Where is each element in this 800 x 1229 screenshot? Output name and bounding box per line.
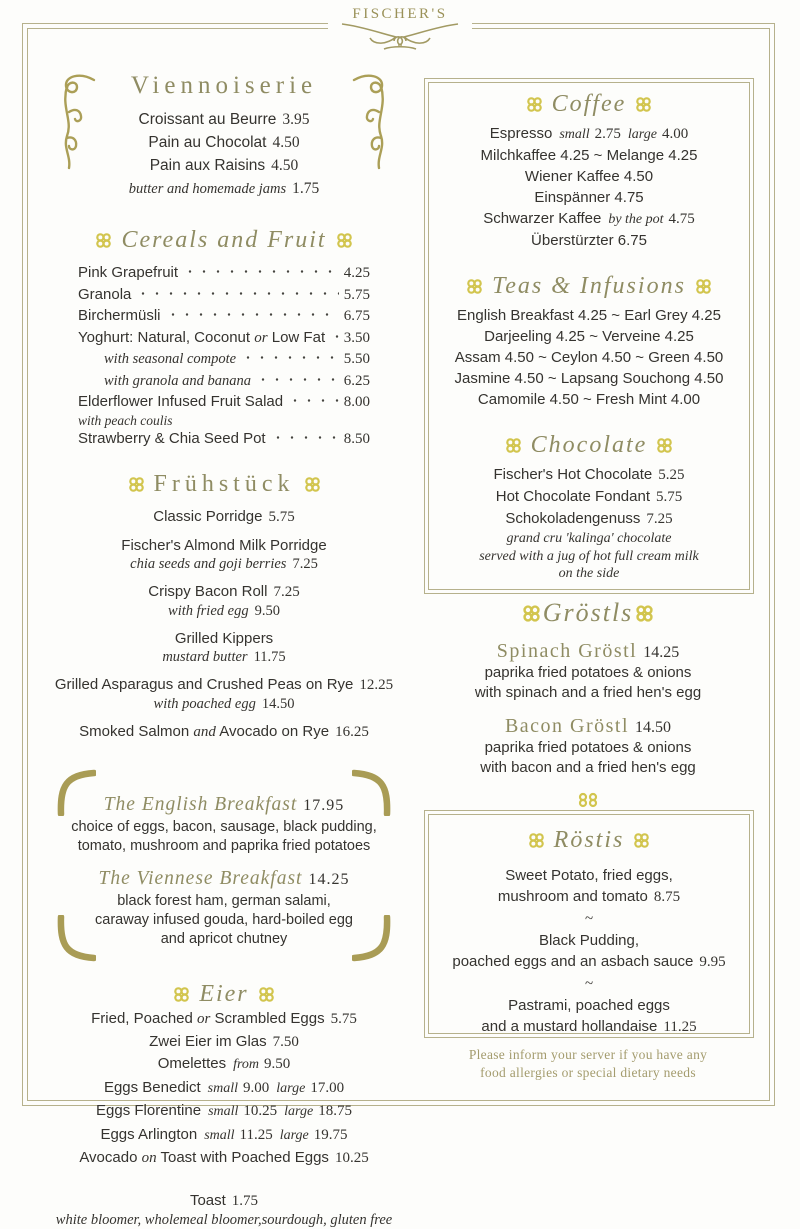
item-description: mustard butter <box>162 649 248 665</box>
logo-swash-icon <box>340 23 460 51</box>
section-title: Coffee <box>551 91 627 117</box>
item-name: Elderflower Infused Fruit Salad <box>78 393 284 410</box>
item-price: 2.75 <box>594 126 621 142</box>
item-price: 8.50 <box>343 430 370 447</box>
menu-item <box>40 507 408 527</box>
item-name: Spinach Gröstl <box>496 640 638 662</box>
item-description: with fried egg <box>168 603 249 619</box>
rostis-box <box>424 810 754 1038</box>
conjunction: or <box>254 329 268 346</box>
menu-item <box>40 629 408 666</box>
item-price: 19.75 <box>313 1126 348 1143</box>
item-name: Birchermüsli <box>78 307 161 324</box>
size-label: small <box>208 1104 239 1119</box>
item-price: 5.25 <box>658 467 685 483</box>
section-rostis <box>425 811 753 1037</box>
item-price: 9.50 <box>254 603 280 619</box>
item-description: and apricot chutney <box>160 931 288 947</box>
item-price: 10.25 <box>334 1150 369 1166</box>
section-title-row <box>425 432 753 459</box>
item-description: paprika fried potatoes & onions <box>484 664 692 681</box>
dot-leader <box>288 391 339 406</box>
item-name-line: Pastrami, poached eggs <box>508 997 670 1014</box>
item-description: paprika fried potatoes & onions <box>484 739 692 756</box>
item-name: with seasonal compote <box>104 351 237 367</box>
item-name: Fischer's Hot Chocolate <box>493 466 653 483</box>
drinks-box <box>424 78 754 594</box>
fleur-icon <box>656 437 673 454</box>
item-name: Omelettes <box>157 1055 227 1072</box>
item-name: Zwei Eier im Glas <box>149 1032 267 1050</box>
menu-item-row: Camomile 4.50 ~ Fresh Mint 4.00 <box>477 391 701 408</box>
item-description: with bacon and a fried hen's egg <box>480 759 696 776</box>
item-price: 5.75 <box>343 286 370 303</box>
menu-item-row <box>425 208 753 230</box>
item-price: 9.50 <box>264 1056 291 1072</box>
item-price: 11.25 <box>663 1018 697 1035</box>
section-cereals-and-fruit <box>40 227 408 449</box>
item-name: Grilled Kippers <box>174 630 274 647</box>
menu-item-row <box>78 348 370 370</box>
menu-item-row: English Breakfast 4.25 ~ Earl Grey 4.25 <box>457 307 721 324</box>
dot-leader <box>136 284 338 299</box>
item-price: 8.75 <box>653 888 681 905</box>
restaurant-logo <box>328 4 472 56</box>
item-description: caraway infused gouda, hard-boiled egg <box>95 912 353 928</box>
menu-item-row: Assam 4.50 ~ Ceylon 4.50 ~ Green 4.50 <box>454 349 724 366</box>
menu-item <box>425 931 753 972</box>
item-price: 6.75 <box>343 308 370 324</box>
menu-item-row <box>78 370 370 392</box>
menu-item-row: Fried, Poached or Scrambled Eggs 5.75 <box>91 1010 357 1027</box>
item-name: butter and homemade jams <box>128 181 287 197</box>
item-price: 5.50 <box>343 351 370 367</box>
item-description: white bloomer, wholemeal bloomer,sourdough, gluten free <box>55 1211 393 1228</box>
item-name: Smoked Salmon and Avocado on Rye <box>79 723 330 740</box>
item-price: 17.00 <box>310 1079 345 1096</box>
item-price: 7.25 <box>292 556 318 572</box>
section-title: Eier <box>199 981 249 1007</box>
corner-flourish-icon <box>52 70 98 172</box>
item-name: Crispy Bacon Roll <box>148 583 268 600</box>
menu-item-row <box>425 486 753 508</box>
size-label: from <box>233 1057 260 1072</box>
item-name: Schokoladengenuss <box>505 510 641 527</box>
item-name: Espresso <box>489 125 553 142</box>
conjunction: or <box>197 1011 211 1027</box>
menu-item-row <box>40 1031 408 1054</box>
size-label: small <box>207 1080 239 1096</box>
section-title-row <box>425 273 753 300</box>
section-eier <box>40 981 408 1170</box>
section-viennoiserie <box>40 64 408 201</box>
item-price: 3.95 <box>282 111 310 128</box>
item-name-line: and a mustard hollandaise 11.25 <box>481 1017 697 1035</box>
menu-item <box>40 675 408 713</box>
item-name: Classic Porridge <box>153 508 263 525</box>
section-set-breakfasts <box>40 766 408 965</box>
fleur-icon <box>304 476 321 493</box>
item-description: choice of eggs, bacon, sausage, black pudding, <box>71 819 377 835</box>
fleur-icon <box>528 832 545 849</box>
item-price: 8.00 <box>343 394 370 410</box>
item-name: The Viennese Breakfast <box>98 868 303 889</box>
dot-leader <box>183 262 339 277</box>
menu-item <box>424 640 752 703</box>
item-name: Hot Chocolate Fondant <box>495 488 650 505</box>
section-title: Gröstls <box>542 598 634 627</box>
item-title-row <box>54 792 394 818</box>
allergy-notice <box>424 1046 752 1082</box>
item-price: 1.75 <box>292 180 320 197</box>
item-price: 5.75 <box>330 1011 357 1027</box>
menu-item-row: Wiener Kaffee 4.50 <box>524 168 654 185</box>
item-name-line: poached eggs and an asbach sauce 9.95 <box>452 952 726 970</box>
fleur-icon <box>95 232 112 249</box>
fleur-icon <box>258 986 275 1003</box>
item-name: Eggs Benedict <box>103 1078 201 1096</box>
item-price: 5.75 <box>656 489 683 505</box>
item-price: 9.00 <box>243 1079 270 1096</box>
item-price: 14.25 <box>643 644 680 661</box>
fleur-icon <box>633 832 650 849</box>
menu-item-row <box>78 284 370 306</box>
menu-item-row <box>40 1124 408 1148</box>
item-price: 14.25 <box>308 871 350 888</box>
menu-item <box>424 715 752 778</box>
fleur-icon <box>522 604 541 623</box>
item-price: 5.75 <box>268 509 295 525</box>
menu-item-row: Überstürzter 6.75 <box>531 232 647 249</box>
section-fruhstuck <box>40 471 408 742</box>
item-title-row <box>424 715 752 738</box>
menu-item <box>425 866 753 907</box>
fleur-icon <box>336 232 353 249</box>
size-label: large <box>276 1080 306 1096</box>
item-price: 11.25 <box>239 1126 273 1143</box>
section-title: Frühstück <box>153 471 295 497</box>
dot-leader <box>330 327 339 342</box>
item-name: The English Breakfast <box>103 794 298 815</box>
item-name: Pain au Chocolat <box>148 134 267 151</box>
item-name: Fischer's Almond Milk Porridge <box>121 537 327 554</box>
item-price: 12.25 <box>359 677 394 693</box>
menu-item-row: Einspänner 4.75 <box>534 189 644 206</box>
section-title-row <box>425 827 753 854</box>
size-label: large <box>279 1127 309 1143</box>
item-price: 17.95 <box>303 797 345 814</box>
section-title: Teas & Infusions <box>492 273 686 299</box>
conjunction: on <box>141 1150 157 1166</box>
drinks-box-content <box>425 79 753 583</box>
dot-leader <box>166 305 339 320</box>
item-price: 4.75 <box>668 211 695 227</box>
menu-item-row: Avocado on Toast with Poached Eggs 10.25 <box>79 1149 369 1166</box>
item-price: 14.50 <box>261 696 295 712</box>
item-description: with poached egg <box>153 696 256 712</box>
corner-bracket-icon <box>56 768 96 816</box>
fleur-icon <box>526 96 543 113</box>
item-description: with spinach and a fried hen's egg <box>474 684 702 701</box>
item-name-line: mushroom and tomato 8.75 <box>497 887 681 905</box>
item-description: grand cru 'kalinga' chocolate <box>506 531 672 546</box>
section-title: Chocolate <box>530 432 648 458</box>
menu-item-row <box>425 464 753 486</box>
section-coffee <box>425 91 753 251</box>
menu-item-row: Milchkaffee 4.25 ~ Melange 4.25 <box>480 147 698 164</box>
section-grostls <box>424 598 752 813</box>
menu-item <box>425 996 753 1037</box>
menu-item-row <box>78 428 370 450</box>
size-label: large <box>284 1104 314 1119</box>
item-price: 16.25 <box>335 724 369 740</box>
section-title-row <box>86 227 361 253</box>
menu-item-row <box>78 305 370 327</box>
item-name: Yoghurt: Natural, Coconut or Low Fat <box>78 328 326 346</box>
menu-item <box>40 536 408 573</box>
dot-leader <box>256 370 339 385</box>
dot-leader <box>271 428 339 443</box>
fleur-icon <box>466 278 483 295</box>
item-name: Eggs Arlington <box>100 1125 198 1143</box>
item-price: 6.25 <box>343 372 370 389</box>
fleur-icon <box>635 96 652 113</box>
menu-item-row <box>425 508 753 530</box>
item-description: with peach coulis <box>78 412 173 428</box>
menu-item-row <box>40 177 408 201</box>
item-price: 4.25 <box>343 265 370 281</box>
menu-item-row <box>425 123 753 145</box>
item-name: Croissant au Beurre <box>138 111 277 128</box>
section-teas <box>425 273 753 410</box>
item-price: 14.50 <box>635 719 672 736</box>
item-description: served with a jug of hot full cream milk <box>479 548 699 564</box>
section-title-row <box>119 471 330 497</box>
fleur-icon <box>505 437 522 454</box>
menu-item-row <box>40 1053 408 1077</box>
size-label: small <box>559 127 590 142</box>
section-title-row <box>425 91 753 118</box>
item-name-line: Sweet Potato, fried eggs, <box>505 867 673 884</box>
item-price: 4.00 <box>661 126 689 142</box>
item-price: 3.50 <box>343 329 370 346</box>
menu-item-row: Jasmine 4.50 ~ Lapsang Souchong 4.50 <box>454 370 724 387</box>
item-price: 7.25 <box>273 584 300 600</box>
section-title: Viennoiserie <box>130 72 318 99</box>
item-name: with granola and banana <box>104 372 252 389</box>
item-title-row <box>54 866 394 892</box>
item-name: Bacon Gröstl <box>504 715 630 737</box>
item-name: Granola <box>78 285 132 303</box>
menu-item-row <box>40 1077 408 1101</box>
item-price: 18.75 <box>318 1103 352 1119</box>
allergy-notice-line: Please inform your server if you have any <box>468 1047 708 1062</box>
menu-item-row <box>40 1190 408 1212</box>
item-price: 4.50 <box>271 157 299 174</box>
left-column <box>40 64 408 1229</box>
item-price: 4.50 <box>272 134 300 151</box>
item-name: Strawberry & Chia Seed Pot <box>78 429 266 447</box>
tilde-separator: ~ <box>584 911 594 927</box>
section-title-row <box>520 598 657 627</box>
allergy-notice-line: food allergies or special dietary needs <box>480 1065 696 1080</box>
item-description: tomato, mushroom and paprika fried potatoes <box>77 838 371 854</box>
section-toast <box>40 1190 408 1229</box>
conjunction: and <box>193 724 216 740</box>
logo-wordmark: FISCHER'S <box>352 6 448 22</box>
corner-bracket-icon <box>352 915 392 963</box>
fleur-icon <box>128 476 145 493</box>
item-price: 9.95 <box>699 953 726 970</box>
item-name: Toast <box>189 1191 226 1209</box>
dot-leader <box>241 348 339 363</box>
menu-item-row <box>78 391 370 413</box>
item-name: Eggs Florentine <box>96 1102 202 1119</box>
item-name: Pink Grapefruit <box>78 264 179 281</box>
item-name: Pain aux Raisins <box>149 157 266 174</box>
section-title-row <box>164 981 283 1007</box>
item-price: 7.50 <box>272 1033 299 1050</box>
section-title: Cereals and Fruit <box>121 227 327 253</box>
fleur-icon <box>173 986 190 1003</box>
section-title: Röstis <box>553 827 625 853</box>
corner-bracket-icon <box>352 768 392 816</box>
fleur-icon <box>635 604 654 623</box>
menu-item-row <box>40 1100 408 1124</box>
tilde-separator: ~ <box>584 976 594 992</box>
menu-item-row <box>78 327 370 349</box>
qualifier-label: by the pot <box>608 212 664 227</box>
item-price: 1.75 <box>231 1192 259 1209</box>
fleur-icon <box>695 278 712 295</box>
size-label: large <box>627 127 657 142</box>
size-label: small <box>204 1127 235 1143</box>
section-chocolate <box>425 432 753 583</box>
corner-bracket-icon <box>56 915 96 963</box>
menu-item-row: Darjeeling 4.25 ~ Verveine 4.25 <box>484 328 694 345</box>
item-name-line: Black Pudding, <box>538 932 640 949</box>
item-description: chia seeds and goji berries <box>130 556 287 572</box>
item-price: 7.25 <box>646 511 673 527</box>
item-name: Grilled Asparagus and Crushed Peas on Rye <box>54 676 354 693</box>
item-description: on the side <box>558 566 620 581</box>
item-price: 10.25 <box>243 1103 278 1119</box>
cereals-price-list <box>78 262 370 449</box>
item-price: 11.75 <box>253 649 286 665</box>
menu-item-row <box>78 262 370 284</box>
item-title-row <box>424 640 752 663</box>
corner-flourish-icon <box>350 70 396 172</box>
item-name: Schwarzer Kaffee <box>483 210 602 227</box>
menu-item <box>40 722 408 742</box>
item-description: black forest ham, german salami, <box>117 893 331 909</box>
menu-item <box>40 582 408 620</box>
